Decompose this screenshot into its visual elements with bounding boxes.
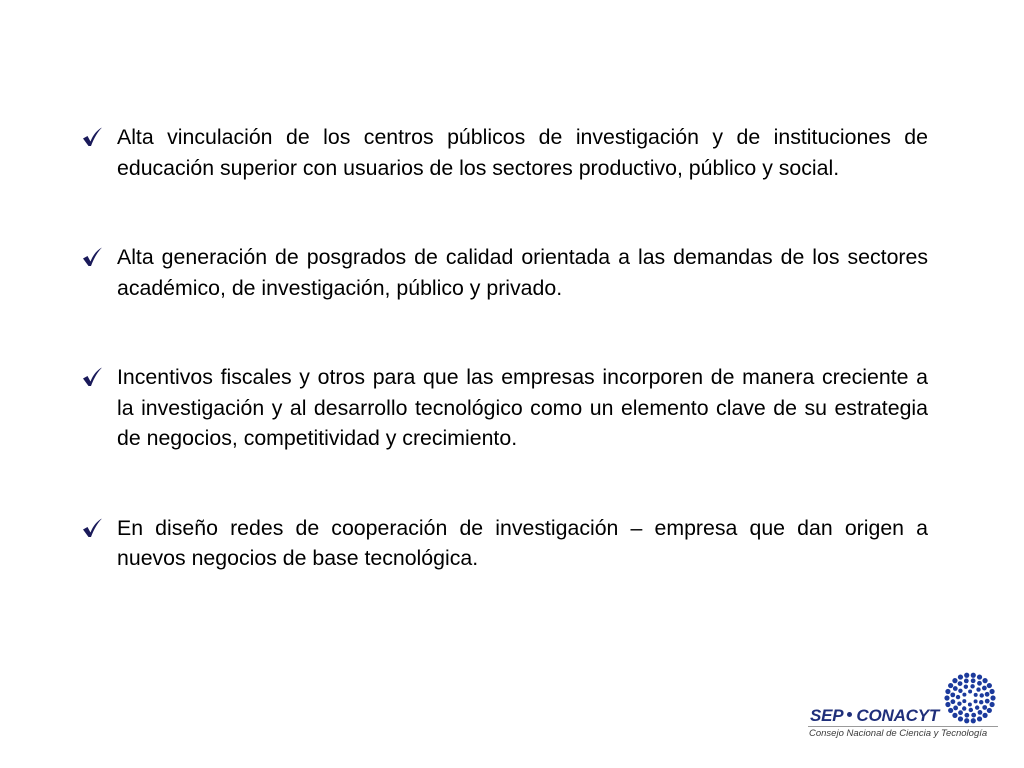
slide-content [80,122,928,574]
emblem-dot [982,686,987,691]
check-icon [80,245,104,269]
emblem-dot [958,674,963,679]
emblem-dot [971,718,976,723]
logo-wordmark-sep: SEP [810,706,844,725]
emblem-dot [968,690,972,694]
emblem-dot [957,702,961,706]
emblem-dot [953,686,958,691]
emblem-dot [980,693,984,697]
emblem-dot [976,687,980,691]
emblem-dot [971,713,976,718]
emblem-dot [962,693,966,697]
emblem-dot [977,674,982,679]
emblem-dot [958,681,963,686]
emblem-dot [975,705,979,709]
emblem-dot [974,693,978,697]
emblem-dot [985,692,990,697]
bullet-item-3 [80,362,928,454]
emblem-dot [978,710,983,715]
emblem-dot [964,678,969,683]
emblem-dot [956,695,960,699]
emblem-dot [982,713,987,718]
emblem-dot [964,673,969,678]
bullet-list [80,122,928,574]
emblem-dot [989,702,994,707]
emblem-dot [945,689,950,694]
bullet-item-2 [80,242,928,303]
emblem-dot [985,699,990,704]
sep-conacyt-logo [806,672,1000,744]
emblem-dot [952,713,957,718]
emblem-dot [979,700,983,704]
emblem-dot [950,699,955,704]
emblem-dot [958,710,963,715]
emblem-dot [989,689,994,694]
emblem-dot [964,685,968,689]
check-icon [80,365,104,389]
emblem-dot [971,678,976,683]
logo-wordmark-conacyt: CONACYT [856,706,940,725]
emblem-dot [987,683,992,688]
emblem-dot [962,699,966,703]
emblem-dot [964,718,969,723]
emblem-dot [968,703,972,707]
bullet-text: Alta generación de posgrados de calidad orientada a las demandas de los sectores académico, de investigación, público y privado. [117,245,928,300]
emblem-dot [990,695,995,700]
bullet-item-1 [80,122,928,183]
emblem-dot [977,681,982,686]
bullet-text: Incentivos fiscales y otros para que las empresas incorporen de manera creciente a la investigación y al desarrollo tecnológico como un elemento clave de su estrategia de negocios, competitividad y crecimiento. [117,365,928,450]
emblem-dot [982,678,987,683]
logo-subtitle: Consejo Nacional de Ciencia y Tecnología [809,728,988,739]
emblem-dot [987,708,992,713]
logo-wordmark [810,706,939,726]
emblem-dot [974,699,978,703]
emblem-dot [944,695,949,700]
emblem-dot [970,684,974,688]
bullet-text: Alta vinculación de los centros públicos de investigación y de instituciones de educación superior con usuarios de los sectores productivo, público y social. [117,125,928,180]
emblem-dot [977,716,982,721]
emblem-dot [952,678,957,683]
bullet-item-4 [80,513,928,574]
emblem-dot [958,689,962,693]
check-icon [80,125,104,149]
emblem-dot [971,673,976,678]
emblem-dot [962,706,966,710]
emblem-dot [958,716,963,721]
logo-divider [808,726,998,727]
emblem-dot [948,683,953,688]
check-icon [80,516,104,540]
emblem-dot [982,705,987,710]
emblem-dot [945,702,950,707]
emblem-dot [964,713,969,718]
emblem-dot [953,706,958,711]
logo-separator-dot [847,712,852,717]
bullet-text: En diseño redes de cooperación de investigación – empresa que dan origen a nuevos negocios de base tecnológica. [117,515,928,570]
conacyt-dot-emblem-icon [944,672,996,724]
emblem-dot [969,708,973,712]
emblem-dot [950,692,955,697]
emblem-dot [948,708,953,713]
